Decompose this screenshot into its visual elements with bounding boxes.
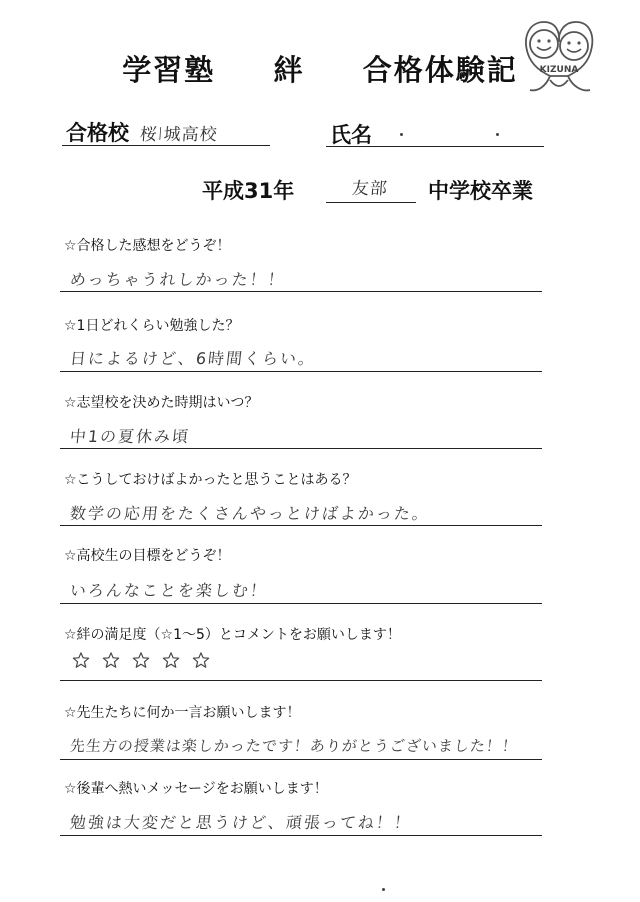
question-8: ☆後輩へ熱いメッセージをお願いします！	[64, 781, 328, 797]
answer-1: めっちゃうれしかった！！	[68, 270, 287, 289]
question-7: ☆先生たちに何か一言お願いします！	[64, 705, 301, 721]
hand-drawn-star-icon	[192, 651, 210, 669]
answer-line-1	[60, 291, 542, 292]
hand-drawn-star-icon	[102, 651, 120, 669]
answer-3: 中1の夏休み頃	[68, 427, 192, 446]
question-5: ☆高校生の目標をどうぞ！	[64, 548, 231, 564]
question-4: ☆こうしておけばよかったと思うことはある？	[64, 472, 357, 488]
answer-5: いろんなことを楽しむ！	[68, 581, 269, 600]
answer-4: 数学の応用をたくさんやっとけばよかった。	[68, 504, 431, 523]
question-3: ☆志望校を決めた時期はいつ？	[64, 395, 259, 411]
school-value: 桜l城高校	[139, 125, 219, 145]
star-mark	[72, 651, 90, 669]
scan-mark	[382, 888, 385, 891]
name-mark	[496, 133, 499, 136]
answer-2: 日によるけど、6時間くらい。	[68, 349, 318, 368]
answer-line-3	[60, 448, 542, 449]
question-2: ☆1日どれくらい勉強した？	[64, 318, 240, 334]
title-report: 合格体験記	[362, 53, 518, 87]
answer-line-6	[60, 680, 542, 681]
star-mark	[132, 651, 150, 669]
answer-line-4	[60, 525, 542, 526]
name-label: 氏名	[330, 123, 372, 147]
title-school-name: 学習塾	[122, 53, 216, 87]
answer-8: 勉強は大変だと思うけど、頑張ってね！！	[68, 813, 413, 832]
hand-drawn-star-icon	[162, 651, 180, 669]
question-6: ☆絆の満足度（☆1～5）とコメントをお願いします！	[64, 627, 401, 643]
star-mark	[162, 651, 180, 669]
hand-drawn-star-icon	[72, 651, 90, 669]
junior-high-value: 友部	[351, 179, 389, 199]
kizuna-logo	[516, 14, 602, 98]
logo-text: KIZUNA	[539, 65, 579, 75]
name-mark	[400, 133, 403, 136]
answer-line-7	[60, 759, 542, 760]
answer-line-5	[60, 603, 542, 604]
star-mark	[192, 651, 210, 669]
answer-line-8	[60, 835, 542, 836]
school-label: 合格校	[66, 121, 129, 145]
answer-line-2	[60, 371, 542, 372]
satisfaction-stars	[72, 651, 210, 669]
year-label: 平成31年	[202, 179, 295, 203]
name-underline	[326, 146, 544, 147]
graduation-label: 中学校卒業	[428, 179, 533, 203]
school-underline	[62, 145, 270, 146]
star-mark	[102, 651, 120, 669]
hand-drawn-star-icon	[132, 651, 150, 669]
junior-high-underline	[326, 202, 416, 203]
answer-7: 先生方の授業は楽しかったです！ありがとうございました！！	[69, 737, 519, 755]
title-kizuna: 絆	[273, 53, 305, 87]
question-1: ☆合格した感想をどうぞ！	[64, 238, 231, 254]
